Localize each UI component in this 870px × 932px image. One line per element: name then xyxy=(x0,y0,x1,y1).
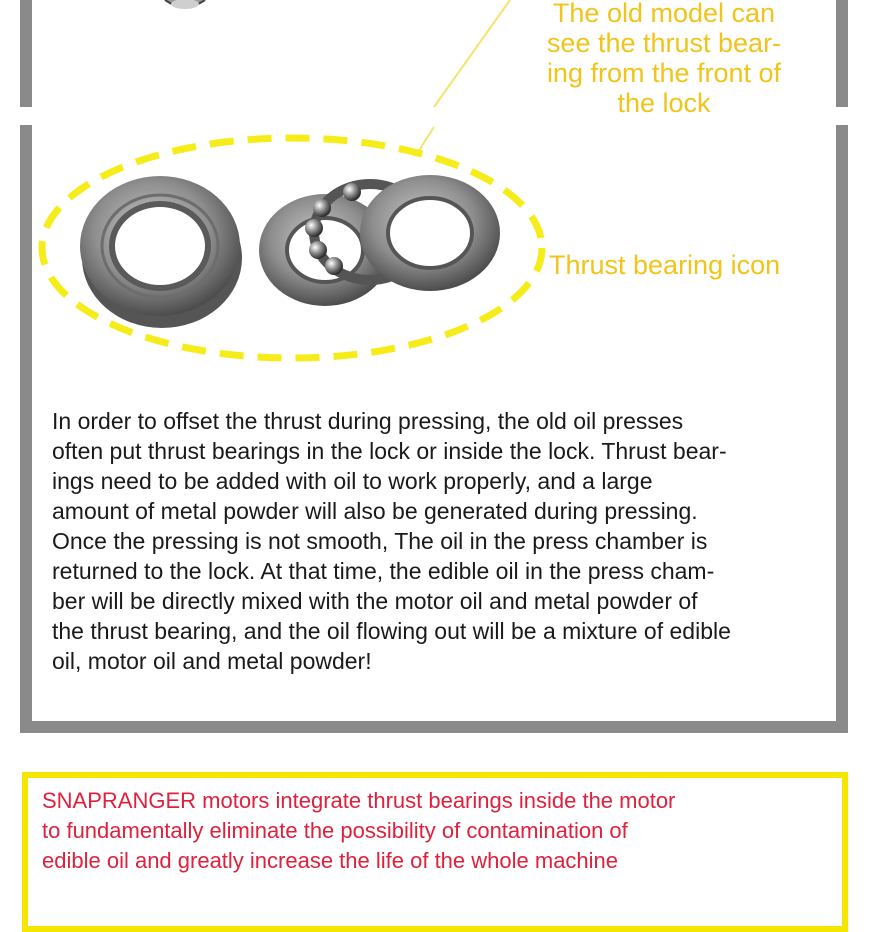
snapranger-highlight-text: SNAPRANGER motors integrate thrust bearings inside the motor to fundamentally eliminate the possibility of contamination of edible oil and greatly increase the life of the whole machine xyxy=(42,788,676,873)
assembled-bearing xyxy=(80,176,242,328)
explanation-paragraph: In order to offset the thrust during pressing, the old oil presses often put thrust bearings in the lock or inside the lock. Thrust bear- ings need to be added with oil to work properly, and a large amount of metal powder will also be generated during pressing. Once the pressing is not smooth, The oil in the press chamber is returned to the lock. At that time, the edible oil in the press cham- ber will be directly mixed with the motor oil and metal powder of the thrust bearing, and the oil flowing out will be a mixture of edible oil, motor oil and metal powder! xyxy=(52,408,731,674)
exploded-bearing xyxy=(259,175,500,306)
thrust-bearing-icon-caption: Thrust bearing icon xyxy=(549,250,781,280)
old-model-caption: The old model can see the thrust bear- ing from the front of the lock xyxy=(515,0,813,118)
